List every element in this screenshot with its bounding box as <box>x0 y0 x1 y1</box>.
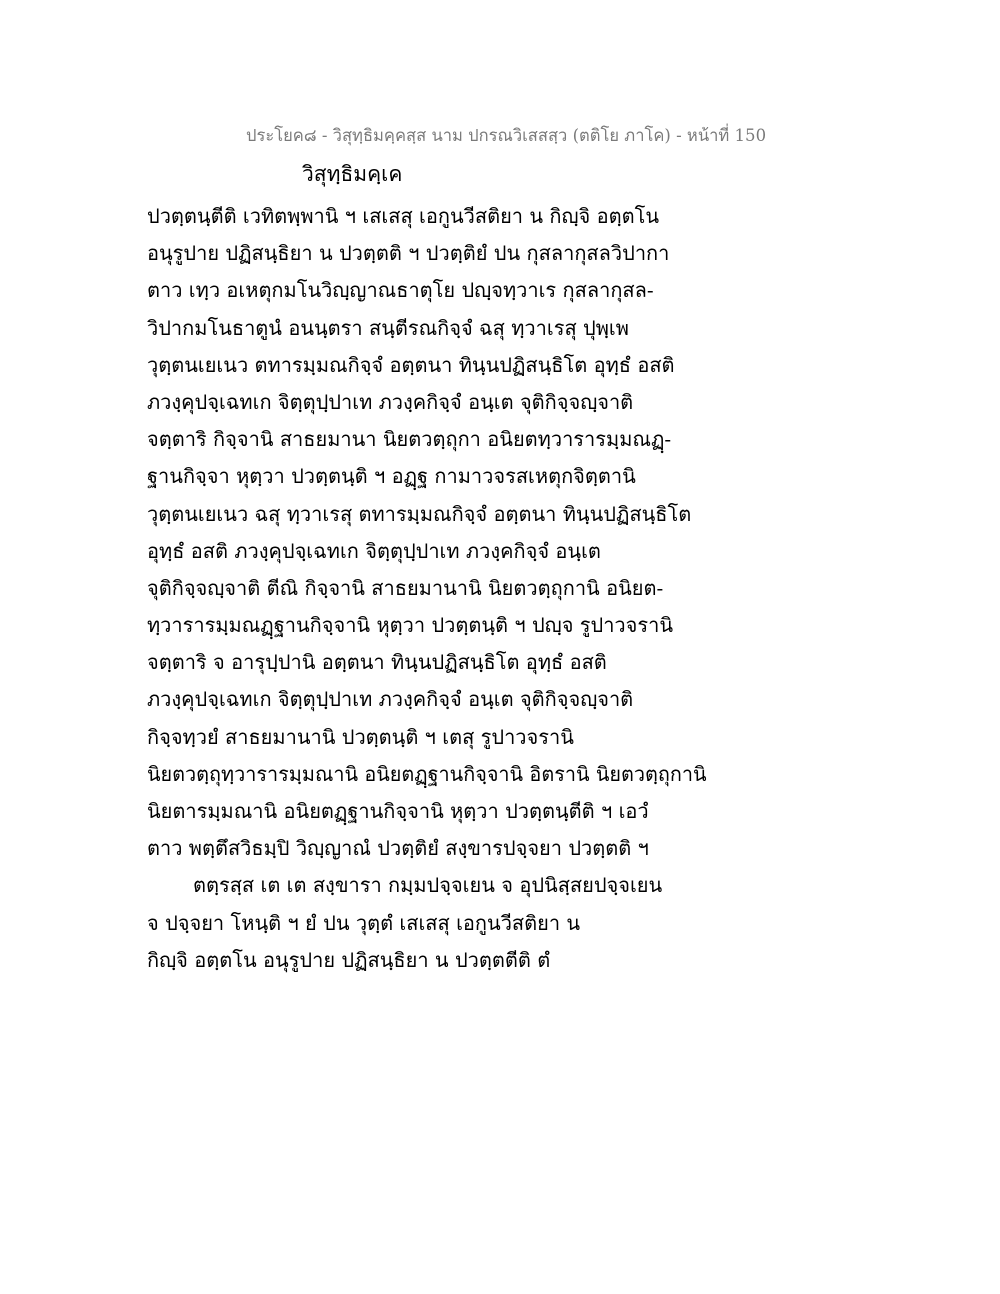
body-line: ภวงฺคุปจฺเฉทเก จิตฺตุปฺปาเท ภวงฺคกิจฺจํ อนฺเต จุติกิจฺจญฺจาติ <box>147 389 634 414</box>
body-line: กิจฺจทฺวยํ สาธยมานานิ ปวตฺตนฺติ ฯ เตสุ รูปาวจรานิ <box>147 724 574 749</box>
body-line: นิยตวตฺถุทฺวารารมฺมณานิ อนิยตฏฺฐานกิจฺจานิ อิตรานิ นิยตวตฺถุกานิ <box>147 761 707 786</box>
body-line: ตาว เทฺว อเหตุกมโนวิญฺญาณธาตุโย ปญฺจทฺวาเร กุสลากุสล- <box>147 278 654 303</box>
body-line-paragraph-start: ตตฺรสฺส เต เต สงฺขารา กมฺมปจฺจเยน จ อุปนิสฺสยปจฺจเยน <box>193 873 663 898</box>
body-line: ฐานกิจฺจา หุตฺวา ปวตฺตนฺติ ฯ อฏฺฐ กามาวจรสเหตุกจิตฺตานิ <box>147 464 636 489</box>
body-line: จตฺตาริ จ อารุปฺปานิ อตฺตนา ทินฺนปฏิสนฺธิโต อุทฺธํ อสติ <box>147 650 607 675</box>
body-line: ตาว พตฺตึสวิธมฺปิ วิญฺญาณํ ปวตฺติยํ สงฺขารปจฺจยา ปวตฺตติ ฯ <box>147 836 649 861</box>
body-line: นิยตารมฺมณานิ อนิยตฏฺฐานกิจฺจานิ หุตฺวา ปวตฺตนฺตีติ ฯ เอวํ <box>147 799 649 823</box>
body-line: อนุรูปาย ปฏิสนฺธิยา น ปวตฺตติ ฯ ปวตฺติยํ ปน กุสลากุสลวิปากา <box>147 241 670 266</box>
body-line: ทฺวารารมฺมณฏฺฐานกิจฺจานิ หุตฺวา ปวตฺตนฺติ ฯ ปญฺจ รูปาวจรานิ <box>147 613 674 638</box>
body-line: จุติกิจฺจญฺจาติ ตีณิ กิจฺจานิ สาธยมานานิ นิยตวตฺถุกานิ อนิยต- <box>147 575 664 600</box>
body-line: จ ปจฺจยา โหนฺติ ฯ ยํ ปน วุตฺตํ เสเสสุ เอกูนวีสติยา น <box>147 910 581 935</box>
running-header: ประโยค๘ - วิสุทฺธิมคฺคสฺส นาม ปกรณวิเสสสฺว (ตติโย ภาโค) - หน้าที่ 150 <box>246 126 767 146</box>
body-line: กิญฺจิ อตฺตโน อนุรูปาย ปฏิสนฺธิยา น ปวตฺตตีติ ตํ <box>147 947 551 972</box>
body-line: วุตฺตนเยเนว ตทารมฺมณกิจฺจํ อตฺตนา ทินฺนปฏิสนฺธิโต อุทฺธํ อสติ <box>147 352 675 377</box>
body-line: จตฺตาริ กิจฺจานิ สาธยมานา นิยตวตฺถุกา อนิยตทฺวารารมฺมณฏฺ- <box>147 427 672 452</box>
section-title: วิสุทฺธิมคฺเค <box>302 162 403 186</box>
body-line: วิปากมโนธาตูนํ อนนฺตรา สนฺตีรณกิจฺจํ ฉสุ ทฺวาเรสุ ปุพฺเพ <box>147 315 629 340</box>
body-line: ปวตฺตนฺตีติ เวทิตพฺพานิ ฯ เสเสสุ เอกูนวีสติยา น กิญฺจิ อตฺตโน <box>147 204 660 228</box>
body-text <box>147 198 707 979</box>
body-line: อุทฺธํ อสติ ภวงฺคุปจฺเฉทเก จิตฺตุปฺปาเท ภวงฺคกิจฺจํ อนฺเต <box>147 538 601 563</box>
body-line: ภวงฺคุปจฺเฉทเก จิตฺตุปฺปาเท ภวงฺคกิจฺจํ อนฺเต จุติกิจฺจญฺจาติ <box>147 687 634 712</box>
body-line: วุตฺตนเยเนว ฉสุ ทฺวาเรสุ ตทารมฺมณกิจฺจํ อตฺตนา ทินฺนปฏิสนฺธิโต <box>147 501 692 526</box>
